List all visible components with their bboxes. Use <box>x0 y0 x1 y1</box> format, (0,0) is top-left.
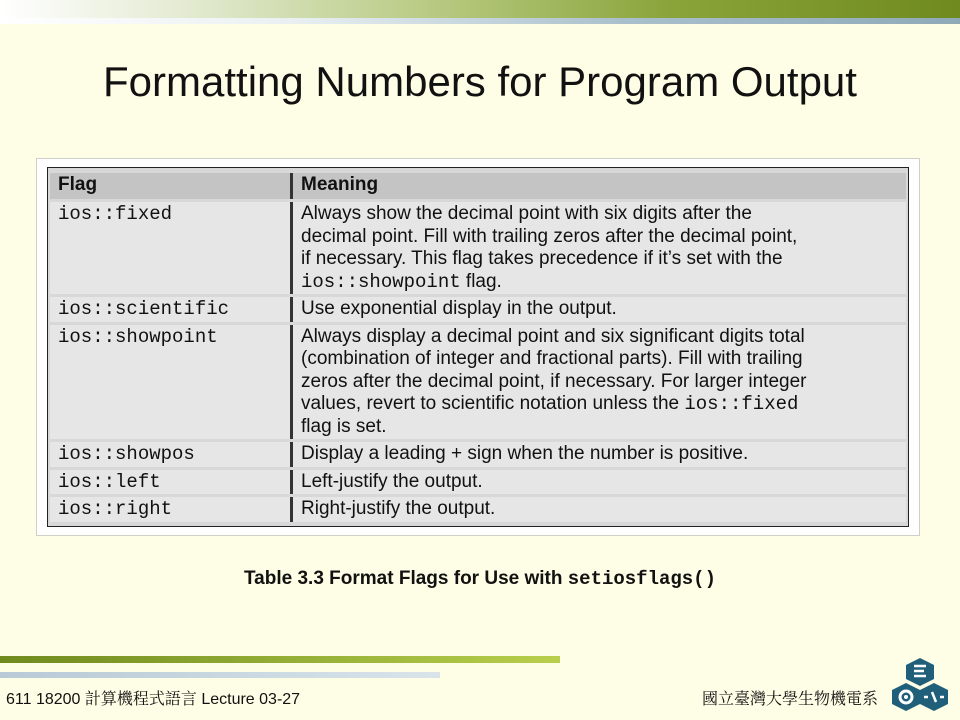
meaning-line <box>301 471 898 494</box>
meaning-line <box>301 416 898 439</box>
meaning-cell <box>293 497 906 522</box>
table-row <box>50 442 906 467</box>
meaning-line <box>301 443 898 466</box>
meaning-text: flag is set. <box>301 415 387 437</box>
meaning-text: Left-justify the output. <box>301 470 483 492</box>
meaning-code: ios::showpoint <box>301 270 461 293</box>
meaning-text: (combination of integer and fractional parts). Fill with trailing <box>301 348 803 369</box>
meaning-cell <box>293 202 906 294</box>
meaning-text: flag. <box>460 270 502 292</box>
table-header-row <box>50 173 906 199</box>
meaning-text: Always display a decimal point and six significant digits total <box>301 325 805 347</box>
table-figure <box>36 158 920 536</box>
table-body <box>50 202 906 522</box>
meaning-line <box>301 371 898 394</box>
meaning-text: decimal point. Fill with trailing zeros after the decimal point, <box>301 225 798 247</box>
flag-cell: ios::right <box>50 497 293 522</box>
meaning-text: Right-justify the output. <box>301 498 496 519</box>
table-caption <box>0 568 960 590</box>
table-row <box>50 497 906 522</box>
header-meaning: Meaning <box>293 173 906 199</box>
meaning-line <box>301 248 898 271</box>
bottom-accent-bar-secondary <box>0 672 440 678</box>
flags-table <box>50 170 906 525</box>
top-accent-bar-secondary <box>0 18 960 24</box>
meaning-cell <box>293 470 906 495</box>
meaning-text: zeros after the decimal point, if necessary. For larger integer <box>301 370 807 392</box>
meaning-text: Always show the decimal point with six digits after the <box>301 203 752 224</box>
top-accent-bar <box>0 0 960 18</box>
bottom-accent-bar <box>0 656 560 663</box>
meaning-cell <box>293 325 906 440</box>
meaning-line <box>301 393 898 416</box>
slide-title: Formatting Numbers for Program Output <box>103 58 857 105</box>
meaning-line <box>301 203 898 226</box>
meaning-cell <box>293 442 906 467</box>
flag-cell: ios::left <box>50 470 293 495</box>
flags-table-container <box>47 167 909 527</box>
table-row <box>50 470 906 495</box>
flag-cell: ios::showpoint <box>50 325 293 440</box>
meaning-text: Use exponential display in the output. <box>301 298 617 319</box>
caption-code: setiosflags() <box>567 568 716 590</box>
caption-text: Table 3.3 Format Flags for Use with <box>243 568 568 589</box>
meaning-text: Display a leading + sign when the number is positive. <box>301 443 749 464</box>
table-row <box>50 297 906 322</box>
meaning-line <box>301 498 898 521</box>
meaning-text: if necessary. This flag takes precedence if it’s set with the <box>301 248 783 269</box>
meaning-cell <box>293 297 906 322</box>
meaning-line <box>301 271 898 294</box>
meaning-code: ios::fixed <box>684 393 799 415</box>
flag-cell: ios::fixed <box>50 202 293 294</box>
meaning-line <box>301 326 898 349</box>
header-flag: Flag <box>50 173 293 199</box>
meaning-line <box>301 298 898 321</box>
meaning-line <box>301 348 898 371</box>
flag-cell: ios::scientific <box>50 297 293 322</box>
footer-department: 國立臺灣大學生物機電系 <box>701 689 878 708</box>
department-logo-icon <box>886 656 954 714</box>
flag-cell: ios::showpos <box>50 442 293 467</box>
meaning-line <box>301 226 898 249</box>
footer-course: 611 18200 計算機程式語言 Lecture 03-27 <box>6 691 301 708</box>
table-row <box>50 202 906 294</box>
table-row <box>50 325 906 440</box>
meaning-text: values, revert to scientific notation unless the <box>301 393 685 414</box>
